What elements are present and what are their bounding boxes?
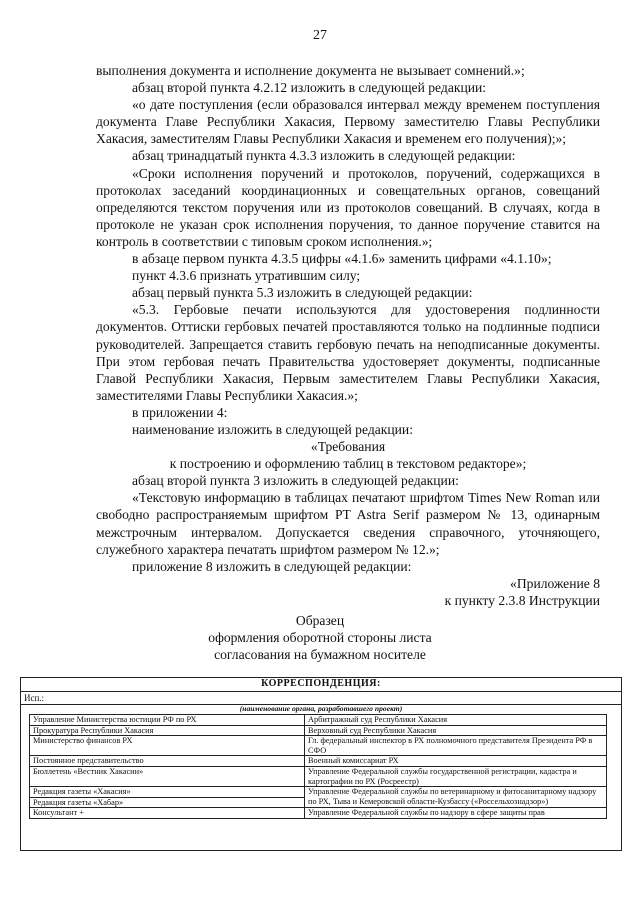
sample-subtitle: оформления оборотной стороны листа xyxy=(208,630,432,645)
table-row xyxy=(30,725,607,736)
table-cell: Министерство финансов РХ xyxy=(30,736,305,756)
table-cell: Редакция газеты «Хакасия» xyxy=(30,787,305,798)
table-cell: Управление Министерства юстиции РФ по РХ xyxy=(30,715,305,726)
paragraph: «Текстовую информацию в таблицах печатают шрифтом Times New Roman или свободно распространяемым шрифтом PT Astra Serif размером № 13, одинарным межстрочным интервалом. Допускается сведения справочного, уточняющего, служебного характера печатать шрифтом размером № 12.»; xyxy=(96,490,600,557)
paragraph: приложение 8 изложить в следующей редакции: xyxy=(132,558,412,574)
table-row xyxy=(30,756,607,767)
paragraph: «Сроки исполнения поручений и протоколов, поручений, содержащихся в протоколах заседаний координационных и совещательных органов, совещаний определяются текстом поручения или из протоколов совещаний. В случаях, когда в протоколе не указан срок исполнения поручения, то данное поручение ставится на контроль в соответствии с типовым сроком исполнения.»; xyxy=(96,165,600,249)
table-cell: Управление Федеральной службы по ветеринарному и фитосанитарному надзору по РХ, Тыва и Кемеровской области-Кузбассу («Россельхознадзор») xyxy=(305,787,607,808)
table-cell: Бюллетень «Вестник Хакасии» xyxy=(30,766,305,786)
table-cell: Управление Федеральной службы государственной регистрации, кадастра и картографии по РХ (Росреестр) xyxy=(305,766,607,786)
sample-heading xyxy=(0,612,640,663)
form-subheader: (наименование органа, разработавшего проект) xyxy=(239,704,403,713)
table-row xyxy=(30,766,607,786)
table-cell: Верховный суд Республики Хакасия xyxy=(305,725,607,736)
table-cell: Консультант + xyxy=(30,808,305,819)
paragraph: в приложении 4: xyxy=(132,404,228,420)
paragraph: «5.3. Гербовые печати используются для удостоверения подлинности документов. Оттиски гербовых печатей проставляются только на подлинные подписи руководителей. Запрещается ставить гербовую печать на неподписанные документы. При этом гербовая печать Правительства удостоверяет документы, подписанные Главой Республики Хакасия, Первым заместителем Главы Республики Хакасия, заместителями Главы Республики Хакасия.»; xyxy=(96,302,600,403)
paragraph: выполнения документа и исполнение документа не вызывает сомнений.»; xyxy=(96,63,525,78)
table-cell: Арбитражный суд Республики Хакасия xyxy=(305,715,607,726)
form-divider xyxy=(21,691,621,692)
recipients-table xyxy=(29,714,607,819)
paragraph: «о дате поступления (если образовался интервал между временем поступления документа Главе Республики Хакасия, Первому заместителю Главы Республики Хакасия, заместителям Главы Республики Хакасия и временем его получения);»; xyxy=(96,97,600,147)
sample-subtitle: согласования на бумажном носителе xyxy=(214,647,426,662)
document-body xyxy=(96,62,600,609)
paragraph: пункт 4.3.6 признать утратившим силу; xyxy=(132,268,361,284)
appendix-reference: к пункту 2.3.8 Инструкции xyxy=(444,592,600,608)
paragraph: наименование изложить в следующей редакции: xyxy=(132,421,413,437)
approval-form xyxy=(20,677,622,851)
paragraph: абзац второй пункта 4.2.12 изложить в следующей редакции: xyxy=(132,80,487,96)
table-cell: Управление Федеральной службы по надзору в сфере защиты прав xyxy=(305,808,607,819)
appendix-subtitle: к построению и оформлению таблиц в текстовом редакторе»; xyxy=(169,456,527,472)
paragraph: абзац второй пункта 3 изложить в следующей редакции: xyxy=(132,473,459,489)
appendix-title: «Требования xyxy=(310,439,386,455)
table-row xyxy=(30,808,607,819)
page-number: 27 xyxy=(313,28,327,43)
table-row xyxy=(30,787,607,798)
table-row xyxy=(30,715,607,726)
table-cell: Прокуратура Республики Хакасия xyxy=(30,725,305,736)
table-cell: Гл. федеральный инспектор в РХ полномочного представителя Президента РФ в СФО xyxy=(305,736,607,756)
table-cell: Постоянное представительство xyxy=(30,756,305,767)
sample-title: Образец xyxy=(295,613,345,628)
table-cell: Военный комиссариат РХ xyxy=(305,756,607,767)
appendix-label: «Приложение 8 xyxy=(510,575,600,591)
executor-label: Исп.: xyxy=(24,693,45,703)
form-header: КОРРЕСПОНДЕНЦИЯ: xyxy=(261,678,381,689)
table-cell: Редакция газеты «Хабар» xyxy=(30,797,305,808)
table-row xyxy=(30,736,607,756)
paragraph: абзац тринадцатый пункта 4.3.3 изложить в следующей редакции: xyxy=(132,148,516,164)
paragraph: в абзаце первом пункта 4.3.5 цифры «4.1.6» заменить цифрами «4.1.10»; xyxy=(132,251,552,267)
paragraph: абзац первый пункта 5.3 изложить в следующей редакции: xyxy=(132,285,473,301)
